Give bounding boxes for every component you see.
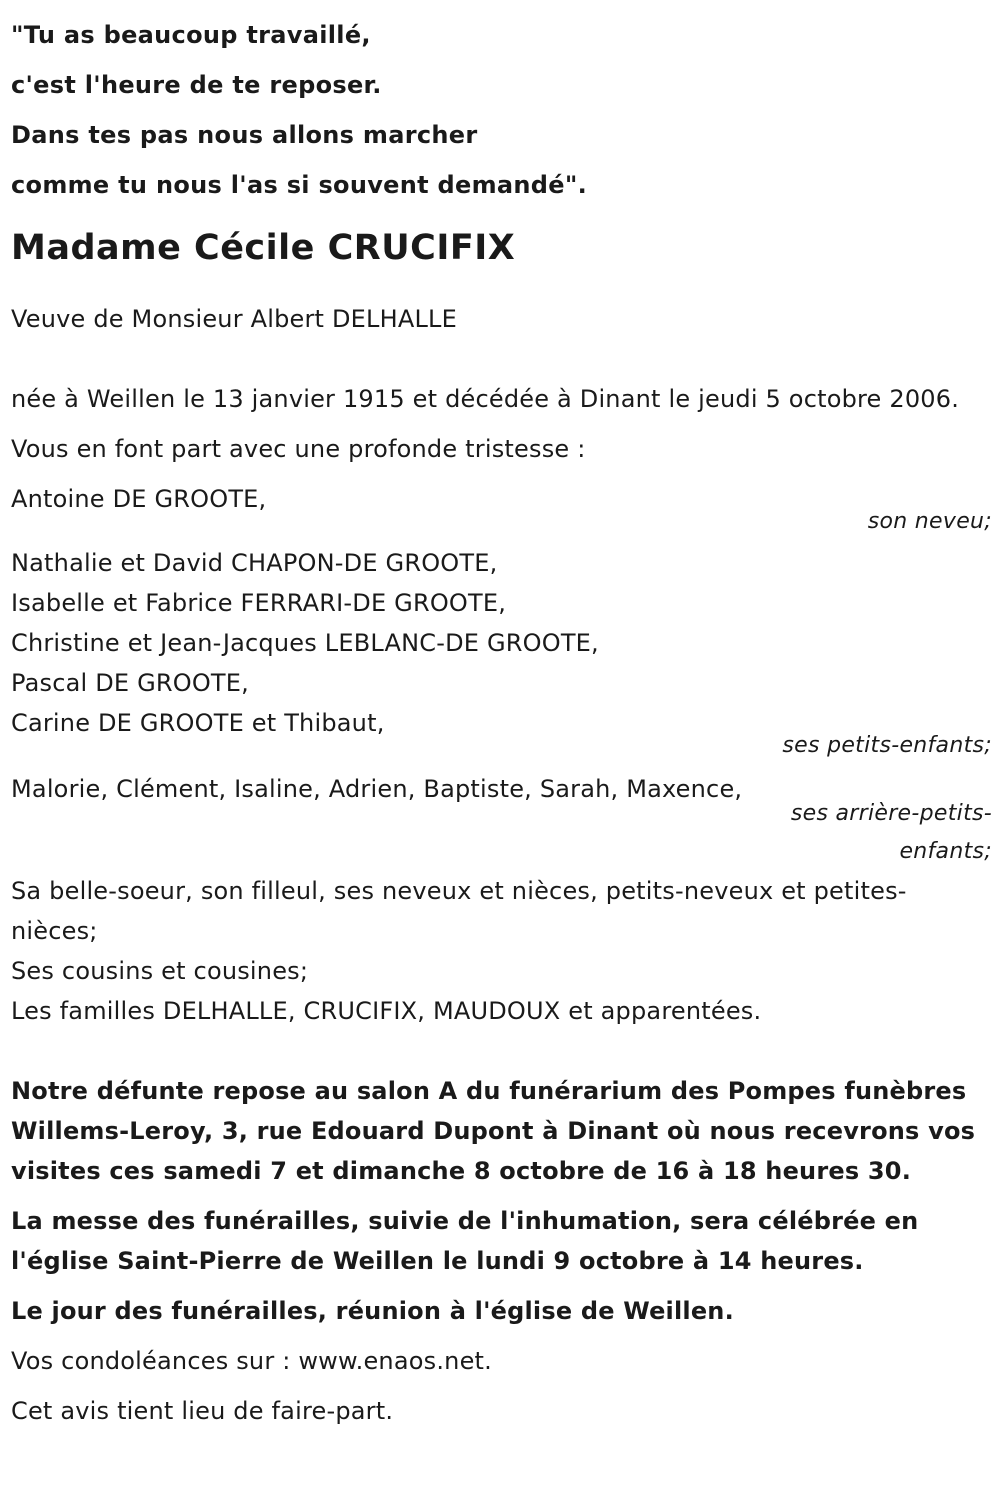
deceased-name: Madame Cécile CRUCIFIX (11, 228, 516, 268)
poem (11, 0, 992, 210)
poem-line: c'est l'heure de te reposer. (11, 71, 382, 99)
great-grandchildren-group (11, 769, 992, 871)
relationship-label: ses petits-enfants; (782, 733, 992, 758)
notice-info: Cet avis tient lieu de faire-part. (11, 1397, 394, 1425)
nephew-group (11, 479, 992, 541)
birth-death-line: née à Weillen le 13 janvier 1915 et décédée à Dinant le jeudi 5 octobre 2006. (11, 385, 960, 413)
relatives-line: Sa belle-soeur, son filleul, ses neveux et nièces, petits-neveux et petites-nièces; (11, 877, 907, 945)
family-member: Isabelle et Fabrice FERRARI-DE GROOTE, (11, 589, 507, 617)
poem-line: "Tu as beaucoup travaillé, (11, 21, 371, 49)
announcement: Vous en font part avec une profonde tristesse : (11, 435, 586, 463)
other-relatives (11, 871, 992, 1031)
family-member: Christine et Jean-Jacques LEBLANC-DE GROOTE, (11, 629, 599, 657)
meeting-info: Le jour des funérailles, réunion à l'église de Weillen. (11, 1297, 734, 1325)
family-member: Antoine DE GROOTE, (11, 485, 267, 513)
mass-info: La messe des funérailles, suivie de l'inhumation, sera célébrée en l'église Saint-Pierre de Weillen le lundi 9 octobre à 14 heures. (11, 1207, 919, 1275)
poem-line: Dans tes pas nous allons marcher (11, 121, 478, 149)
family-member: Pascal DE GROOTE, (11, 669, 249, 697)
grandchildren-group (11, 543, 992, 765)
relationship-label: son neveu; (867, 509, 992, 534)
relatives-line: Les familles DELHALLE, CRUCIFIX, MAUDOUX et apparentées. (11, 997, 762, 1025)
relationship-label-continued: enfants; (899, 839, 992, 864)
relatives-line: Ses cousins et cousines; (11, 957, 309, 985)
condolences-info: Vos condoléances sur : www.enaos.net. (11, 1347, 492, 1375)
family-member: Malorie, Clément, Isaline, Adrien, Baptiste, Sarah, Maxence, (11, 775, 743, 803)
poem-line: comme tu nous l'as si souvent demandé". (11, 171, 588, 199)
relationship-label: ses arrière-petits- (790, 801, 992, 826)
widow-line: Veuve de Monsieur Albert DELHALLE (11, 305, 457, 333)
repose-info: Notre défunte repose au salon A du funérarium des Pompes funèbres Willems-Leroy, 3, rue Edouard Dupont à Dinant où nous recevrons vos visites ces samedi 7 et dimanche 8 octobre de 16 à 18 heures 30. (11, 1077, 976, 1185)
family-member: Nathalie et David CHAPON-DE GROOTE, (11, 549, 498, 577)
family-member: Carine DE GROOTE et Thibaut, (11, 709, 385, 737)
